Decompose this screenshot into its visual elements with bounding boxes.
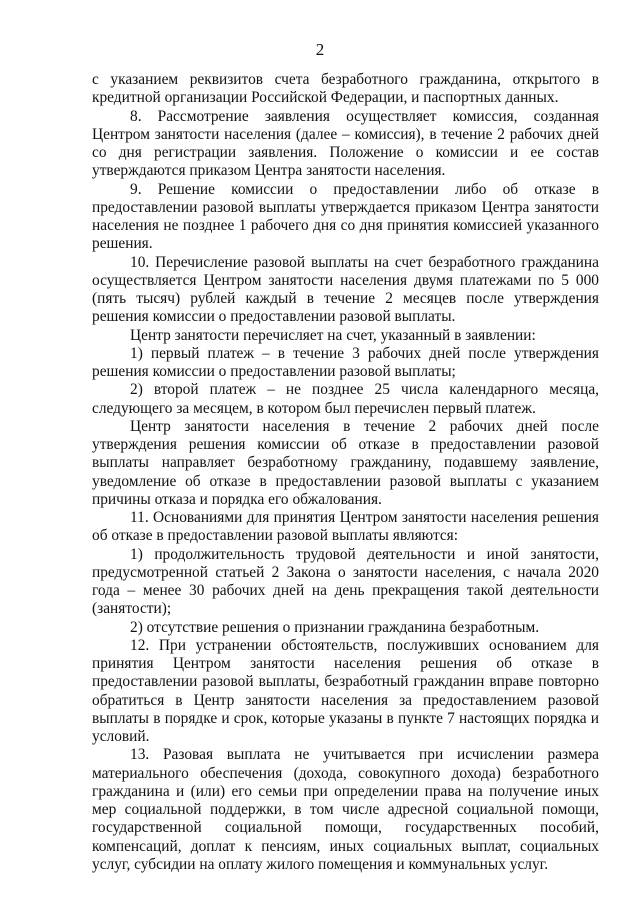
paragraph-8: 8. Рассмотрение заявления осуществляет комиссия, созданная Центром занятости населения (далее – комиссия), в течение 2 рабочих дней со дня регистрации заявления. Положение о комиссии и ее состав утверждаются приказом Центра занятости населения. [92, 107, 599, 180]
paragraph-11-item-1: 1) продолжительность трудовой деятельности и иной занятости, предусмотренной статьей 2 Закона о занятости населения, с начала 2020 года – менее 30 рабочих дней на день прекращения такой деятельности (занятости); [92, 545, 599, 618]
paragraph-13: 13. Разовая выплата не учитывается при исчислении размера материального обеспечения (дохода, совокупного дохода) безработного гражданина и (или) его семьи при определении права на получение иных мер социальной поддержки, в том числе адресной социальной помощи, государственной социальной помощи, государственных пособий, компенсаций, доплат к пенсиям, иных социальных выплат, социальных услуг, субсидии на оплату жилого помещения и коммунальных услуг. [92, 746, 599, 873]
document-body [92, 71, 599, 874]
paragraph-11-item-2: 2) отсутствие решения о признании гражданина безработным. [130, 618, 540, 636]
paragraph-10-item-1: 1) первый платеж – в течение 3 рабочих дней после утверждения решения комиссии о предоставлении разовой выплаты; [92, 344, 599, 380]
paragraph-10-transfer: Центр занятости перечисляет на счет, указанный в заявлении: [130, 326, 536, 344]
paragraph-continuation: с указанием реквизитов счета безработного гражданина, открытого в кредитной организации Российской Федерации, и паспортных данных. [92, 71, 599, 107]
paragraph-9: 9. Решение комиссии о предоставлении либо об отказе в предоставлении разовой выплаты утверждается приказом Центра занятости населения не позднее 1 рабочего дня со дня принятия комиссией указанного решения. [92, 180, 599, 253]
paragraph-11: 11. Основаниями для принятия Центром занятости населения решения об отказе в предоставлении разовой выплаты являются: [92, 509, 599, 545]
paragraph-10-refusal: Центр занятости населения в течение 2 рабочих дней после утверждения решения комиссии об отказе в предоставлении разовой выплаты направляет безработному гражданину, подавшему заявление, уведомление об отказе в предоставлении разовой выплаты с указанием причины отказа и порядка его обжалования. [92, 417, 599, 508]
paragraph-10: 10. Перечисление разовой выплаты на счет безработного гражданина осуществляется Центром занятости населения двумя платежами по 5 000 (пять тысяч) рублей каждый в течение 2 месяцев после утверждения решения комиссии о предоставлении разовой выплаты. [92, 253, 599, 326]
paragraph-12: 12. При устранении обстоятельств, послуживших основанием для принятия Центром занятости населения решения об отказе в предоставлении разовой выплаты, безработный гражданин вправе повторно обратиться в Центр занятости населения за предоставлением разовой выплаты в порядке и срок, которые указаны в пункте 7 настоящих порядка и условий. [92, 636, 599, 745]
paragraph-10-item-2: 2) второй платеж – не позднее 25 числа календарного месяца, следующего за месяцем, в котором был перечислен первый платеж. [92, 381, 599, 417]
page-number: 2 [315, 40, 325, 59]
